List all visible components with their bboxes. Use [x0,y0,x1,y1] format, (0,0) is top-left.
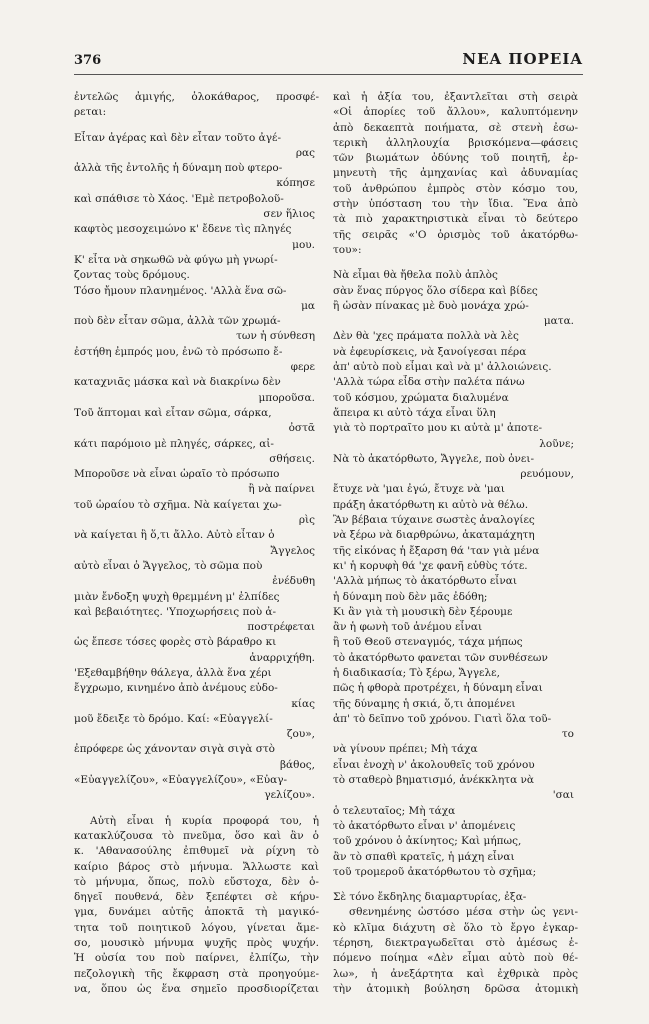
text-line: ποὺ δὲν εἶταν σῶμα, ἀλλὰ τῶν χρωμά- [74,315,281,328]
text-line: κὸ κλῖμα διάχυτη σὲ ὅλο τὸ ἔργο ἐγκαρ- [333,921,578,934]
text-line: ἐπρόφερε ὡς χάνονταν σιγὰ σιγὰ στὸ [74,743,275,756]
text-line: κι' ἡ κορυφὴ θά 'χε φανῆ εὐθὺς τότε. [333,559,528,572]
text-line: τὸ σταθερὸ βηματισμό, ἀνέκκλητα νὰ [333,774,535,787]
text-line: μοῦ ἔδειξε τὸ δρόμο. Καί: «Εὐαγγελί- [74,712,273,725]
text-line: νὰ ἐφευρίσκεις, νὰ ξανοίγεσαι πέρα [333,345,527,358]
text-line: τὸ ἀκατόρθωτο φανεται τῶν συνθέσεων [333,651,548,664]
text-line: ἢ τοῦ Θεοῦ στεναγμός, τάχα μήπως [333,636,523,649]
text-line: ἀναρριχήθη. [249,651,315,664]
text-line: τὴν ἀτομικὴ βούληση δρῶσα ἀτομικὴ [333,982,578,995]
text-line: ρευόμουν, [520,468,574,481]
text-line: στὴν ὑπόσταση του τὴν ἴδια. Ἕνα ἀπὸ [333,198,578,211]
text-line: ρεται: [74,106,107,119]
text-line: πράξη ἀκατόρθωτη κι αὐτὸ νὰ θέλω. [333,498,529,511]
text-line: Τοῦ ἅπτομαι καὶ εἶταν σῶμα, σάρκα, [74,406,272,419]
text-line: «Οἱ ἀπορίες τοῦ ἄλλου», καλυπτόμενην [333,106,578,119]
text-line: ζου», [286,728,315,741]
text-line: Μποροῦσε νὰ εἶναι ὡραῖο τὸ πρόσωπο [74,468,280,481]
text-line: γελίζου». [264,789,315,802]
text-line: κατακλύζουσα τὸ πνεῦμα, ὅσο καὶ ἂν ὁ [74,829,319,842]
text-line: «Εὐαγγελίζου», «Εὐαγγελίζου», «Εὐαγ- [74,774,288,787]
text-line: του»: [333,243,362,256]
text-line: τὸ μήνυμα, ὅπως, πολὺ εὔστοχα, δὲν ὁ- [74,875,319,888]
text-line: τοῦ τρομεροῦ ἀκατόρθωτου τὸ σχῆμα; [333,865,537,878]
text-line: νὰ ξέρω νὰ διαρθρώνω, ἀκαταμάχητη [333,529,535,542]
text-line: ἡ διαδικασία; Τὸ ξέρω, Ἄγγελε, [333,666,500,679]
text-line: ἢ νὰ παίρνει [248,483,315,496]
text-line: Νὰ τὸ ἀκατόρθωτο, Ἄγγελε, ποὺ ὀνει- [333,452,535,465]
text-line: 'Αλλὰ μήπως τὸ ἀκατόρθωτο εἶναι [333,575,518,588]
text-line: καὶ ἡ ἀξία του, ἐξαντλεῖται στὴ σειρὰ [333,91,578,103]
text-line: Εἶταν ἀγέρας καὶ δὲν εἶταν τοῦτο ἀγέ- [74,131,281,144]
left-column [74,90,319,997]
page-number: 376 [74,53,102,68]
text-line: κάτι παρόμοιο μὲ πληγές, σάρκες, αἰ- [74,437,274,450]
text-line: ὁ τελευταῖος; Μὴ τάχα [333,804,456,817]
text-line: μηνευτὴ τῆς ἀμηχανίας καὶ ἀδυναμίας [333,167,578,180]
text-line: καταχνιᾶς μάσκα καὶ νὰ διακρίνω δὲν [74,376,281,389]
text-line: τῆς σειρᾶς «'Ο ὁρισμὸς τοῦ ἀκατόρθω- [333,228,578,241]
text-line: αὐτὸ εἶναι ὁ Ἄγγελος, τὸ σῶμα ποὺ [74,559,263,572]
text-line: τοῦ χρόνου ὁ ἀκίνητος; Καὶ μήπως, [333,835,522,848]
page-header [74,50,583,75]
text-line: ρὶς [298,514,315,527]
text-line: σὰν ἕνας πύργος ὅλο σίδερα καὶ βίδες [333,284,538,297]
text-line: ὡς ἔπεσε τόσες φορὲς στὸ βάραθρο κι [74,636,277,649]
text-line: μα [301,299,315,312]
text-line: ἀπὸ δεκαεπτὰ ποιήματα, σὲ στενὴ ἐσω- [333,121,578,134]
text-line: ἂν ἡ φωνὴ τοῦ ἀνέμου εἶναι [333,621,483,634]
text-line: νὰ καίγεται ἢ ὅ,τι ἄλλο. Αὐτὸ εἶταν ὁ [74,529,275,542]
text-line: σθενημένης ὡστόσο μέσα στὴν ὡς γενι- [349,906,578,919]
text-line: σεν ἥλιος [263,208,315,221]
text-line: πόμενο ποίημα «Δὲν εἶμαι αὐτὸ ποὺ θέ- [333,952,578,965]
text-line: λοῦνε; [539,437,574,450]
text-line: πῶς ἡ φθορὰ προτρέχει, ἡ δύναμη εἶναι [333,682,543,695]
text-line: τοῦ ἀνθρώπου ἐμπρὸς στὸν κόσμο του, [333,182,578,195]
text-line: ζοντας τοὺς δρόμους. [74,269,190,282]
text-line: ἔγχρωμο, κινημένο ἀπὸ ἀνέμους εὐδο- [74,682,278,695]
text-line: Νὰ εἶμαι θὰ ἤθελα πολὺ ἁπλὸς [333,269,498,282]
text-line: γιὰ τὸ πορτραῖτο μου κι αὐτὰ μ' ἀποτε- [333,422,543,435]
text-line: Ἡ οὐσία του ποὺ παίρνει, ἐλπίζω, τὴν [74,952,319,965]
right-column [333,90,578,997]
text-line: Ἂν βέβαια τύχαινε σωστὲς ἀναλογίες [333,514,535,527]
text-line: εἶναι ἐνοχὴ ν' ἀκολουθεῖς τοῦ χρόνου [333,758,535,771]
text-line: δηγεῖ πουθενά, δὲν ξεπέφτει σὲ κήρυ- [74,891,319,904]
text-line: 'Αλλὰ τώρα εἶδα στὴν παλέτα πάνω [333,376,525,389]
text-line: να, ὅπου ὡς ἕνα σημεῖο προσδιορίζεται [74,982,319,995]
text-line: Τόσο ἤμουν πλανημένος. 'Αλλὰ ἕνα σῶ- [74,284,287,297]
text-line: βάθος, [279,758,315,771]
text-line: ποστρέφεται [247,621,315,634]
text-line: Αὐτὴ εἶναι ἡ κυρία προφορά του, ἡ [90,814,319,827]
text-line: τῆς εἰκόνας ἡ ἔξαρση θά 'ταν γιὰ μένα [333,544,540,557]
text-line: των ἡ σύνθεση [236,330,315,343]
text-line: καίριο βάρος στὸ μήνυμα. Ἄλλωστε καὶ [74,860,319,873]
text-line: ἐνέδυθη [272,575,315,588]
text-line: ἀπ' αὐτὸ ποὺ εἶμαι καὶ νὰ μ' ἀλλοιώνεις. [333,361,552,374]
text-line: Ἄγγελος [270,544,315,557]
text-line: τοῦ ὡραίου τὸ σχῆμα. Νὰ καίγεται χω- [74,498,282,511]
text-line: λω», ἡ ἀνεξάρτητα καὶ ἐχθρικὰ πρὸς [333,967,578,980]
paragraph-gap [74,804,319,814]
text-line: Κ' εἶτα νὰ σηκωθῶ νὰ φύγω μὴ γνωρί- [74,253,278,266]
text-line: φερε [290,361,315,374]
text-line: καφτὸς μεσοχειμώνο κ' ἔδενε τὶς πληγές [74,223,292,236]
text-line: τῆς δύναμης ἡ σκιά, ὅ,τι ἀπομένει [333,697,516,710]
paragraph-gap [333,258,578,268]
text-line: σθήσεις. [269,452,315,465]
text-line: ἄπειρα κι αὐτὸ τάχα εἶναι ὕλη [333,406,496,419]
text-line: ἀπ' τὸ δεῖπνο τοῦ χρόνου. Γιατὶ ὅλα τοῦ- [333,712,552,725]
text-line: μου. [292,238,315,251]
text-line: καὶ σπάθισε τὸ Χάος. 'Εμὲ πετροβολοῦ- [74,192,284,205]
paragraph-gap [333,880,578,890]
text-line: σο, μουσικὸ μήνυμα ψυχῆς πρὸς ψυχήν. [74,937,319,950]
text-line: τὸ ἀκατόρθωτο εἶναι ν' ἀπομένεις [333,819,516,832]
text-line: ἐντελῶς ἀμιγής, ὁλοκάθαρος, προσφέ- [74,91,319,103]
text-line: Δὲν θὰ 'χες πράματα πολλὰ νὰ λὲς [333,330,519,343]
text-line: τῶν βιωμάτων ὀδύνης τοῦ ποιητῆ, ἑρ- [333,152,578,165]
text-line: ἔτυχε νὰ 'μαι ἐγώ, ἔτυχε νὰ 'μαι [333,483,505,496]
text-line: μποροῦσα. [258,391,315,404]
text-line: ρας [295,146,315,159]
text-line: τοῦ κόσμου, χρώματα διαλυμένα [333,391,509,404]
text-line: ἢ ὡσὰν πίνακας μὲ δυὸ μονάχα χρώ- [333,299,529,312]
text-line: ἡ δύναμη ποὺ δὲν μᾶς ἐδόθη; [333,590,488,603]
text-line: τὰ πιὸ χαρακτηριστικὰ εἶναι τὸ δεύτερο [333,213,578,226]
text-line: καὶ βεβαιότητες. 'Υποχωρήσεις ποὺ ἀ- [74,605,277,618]
text-line: μιὰν ἔνδοξη ψυχὴ θρεμμένη μ' ἐλπίδες [74,590,280,603]
text-line: ματα. [543,315,574,328]
text-line: ἐστήθη ἐμπρός μου, ἐνῶ τὸ πρόσωπο ἔ- [74,345,283,358]
text-line: τερικὴ ἀλληλουχία βρισκόμενα—φάσεις [333,136,578,149]
text-line: Σὲ τόνο ἔκδηλης διαμαρτυρίας, ἐξα- [333,891,527,904]
text-line: κόπησε [276,177,315,190]
text-line: Κι ἂν γιὰ τὴ μουσικὴ δὲν ξέρουμε [333,605,513,618]
text-line: 'σαι [552,789,574,802]
text-line: 'Εξεθαμβήθην θάλεγα, ἀλλὰ ἕνα χέρι [74,666,272,679]
text-line: ὀστᾶ [288,422,315,435]
text-line: τητα τοῦ ποιητικοῦ λόγου, γίνεται ἄμε- [74,921,319,934]
text-line: το [561,728,574,741]
text-line: πεζολογικὴ τῆς ἔκφραση στὰ προηγούμε- [74,967,319,980]
text-line: γμα, δυνάμει αὐτῆς ἀποκτᾶ τὴ μαγικό- [74,906,319,919]
text-line: κ. 'Αθανασούλης ἐπιθυμεῖ νὰ ρίχνη τὸ [74,845,319,858]
text-line: κίας [291,697,315,710]
text-line: ἀλλὰ τῆς ἐντολῆς ἡ δύναμη ποὺ φτερο- [74,162,283,175]
paragraph-gap [74,121,319,131]
running-title: ΝΕΑ ΠΟΡΕΙΑ [462,50,583,68]
text-line: νὰ γίνουν πρέπει; Μὴ τάχα [333,743,478,756]
text-line: τέρηση, διεκτραγωδεῖται στὸ ἀμέσως ἑ- [333,937,578,950]
text-line: ἂν τὸ σπαθὶ κρατεῖς, ἡ μάχη εἶναι [333,850,515,863]
